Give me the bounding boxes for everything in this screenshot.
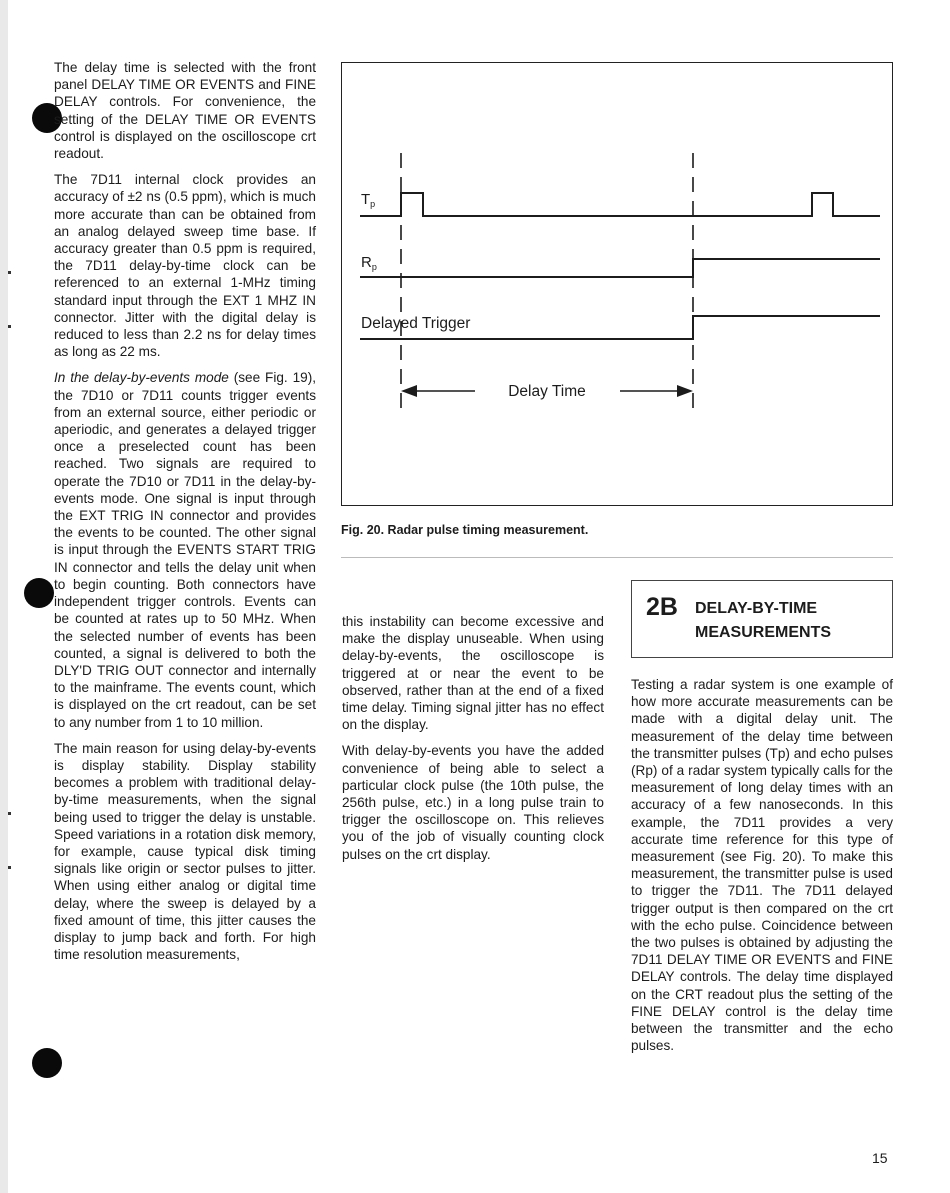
- paragraph: The 7D11 internal clock provides an accuracy of ±2 ns (0.5 ppm), which is much more accurate than can be obtained from an analog delayed sweep time base. If accuracy greater than 0.5 ppm is required, the 7D11 delay-by-time clock can be referenced to an external 1-MHz timing standard input through the EXT 1 MHZ IN connector. Jitter with the digital delay is reduced to less than 2.2 ns for delay times as long as 22 ms.: [54, 172, 316, 360]
- figure-caption: Fig. 20. Radar pulse timing measurement.: [341, 523, 589, 537]
- text-column-middle: [342, 613, 604, 872]
- binder-hole-bottom: [32, 1048, 62, 1078]
- page-edge: [0, 0, 8, 1193]
- rp-label: $R_p$: [361, 254, 377, 272]
- divider-line: [341, 557, 893, 558]
- page-number: 15: [872, 1150, 888, 1166]
- margin-mark: [8, 271, 11, 274]
- section-title-line: DELAY-BY-TIME: [695, 600, 818, 617]
- paragraph: The delay time is selected with the front panel DELAY TIME OR EVENTS and FINE DELAY controls. For convenience, the setting of the DELAY TIME OR EVENTS control is displayed on the oscilloscope crt readout.: [54, 60, 316, 162]
- margin-mark: [8, 325, 11, 328]
- section-title-line: MEASUREMENTS: [695, 624, 832, 641]
- tp-trace: [360, 193, 880, 216]
- section-number: 2B: [646, 593, 678, 621]
- paragraph-text: (see Fig. 19), the 7D10 or 7D11 counts trigger events from an external source, either periodic or aperiodic, and generates a delayed trigger once a preselected count has been reached. Two signals are required to operate the 7D10 or 7D11 in the delay-by-events mode. One signal is input through the EXT TRIG IN connector and provides the events to be counted. The other signal is input through the EVENTS START TRIG IN connector and tells the delay unit when to begin counting. Both connectors have independent trigger controls. Events can be counted at rates up to 50 MHz. When the selected number of events has been counted, a signal is delivered to both the DLY'D TRIG OUT connector and internally to the mainframe. The events count, which is displayed on the crt readout, can be set to any number from 1 to 10 million.: [54, 370, 317, 730]
- paragraph: [54, 369, 316, 730]
- margin-mark: [8, 866, 11, 869]
- section-heading-box: [631, 580, 893, 658]
- paragraph: Testing a radar system is one example of how more accurate measurements can be made with a digital delay unit. The measurement of the delay time between the transmitter pulses (Tp) and echo pulses (Rp) of a radar system typically calls for the measurement of long delay times with an accuracy of a few nanoseconds. In this example, the 7D11 provides a very accurate time reference for this type of measurement (see Fig. 20). To make this measurement, the transmitter pulse is used to trigger the 7D11. The 7D11 delayed trigger output is then compared on the crt with the echo pulse. Coincidence between the two pulses is obtained by adjusting the 7D11 DELAY TIME OR EVENTS and FINE DELAY controls. The delay time displayed on the CRT readout plus the setting of the FINE DELAY control is the delay time between the transmitter and the echo pulses.: [631, 677, 893, 1054]
- section-title: [695, 597, 831, 645]
- paragraph: this instability can become excessive and make the display unuseable. When using delay-by-events, the oscilloscope is triggered at or near the event to be observed, rather than at the end of a fixed time delay. Timing signal jitter has no effect on the display.: [342, 614, 604, 733]
- rp-trace: [360, 259, 880, 277]
- arrowhead-right: [677, 385, 693, 397]
- arrowhead-left: [401, 385, 417, 397]
- tp-label: $T_p$: [361, 191, 376, 209]
- text-column-right: [631, 676, 893, 1063]
- margin-mark: [8, 812, 11, 815]
- binder-hole-middle: [24, 578, 54, 608]
- delayed-trigger-label: Delayed Trigger: [361, 315, 471, 332]
- paragraph: With delay-by-events you have the added convenience of being able to select a particular clock pulse (the 10th pulse, the 256th pulse, etc.) in a long pulse train to trigger the oscilloscope on. This relieves you of the job of visually counting clock pulses on the crt display.: [342, 743, 604, 862]
- italic-lead: In the delay-by-events mode: [54, 370, 229, 386]
- figure-timing-diagram: [341, 62, 893, 506]
- paragraph: The main reason for using delay-by-events is display stability. Display stability becomes a problem with traditional delay-by-time measurements, when the signal being used to trigger the delay is unstable. Speed variations in a rotation disk memory, for example, cause typical disk timing signals like origin or sector pulses to jitter. When using either analog or digital time delay, where the sweep is delayed by a fixed amount of time, this jitter causes the display to jump back and forth. For high time resolution measurements,: [54, 740, 316, 963]
- delay-time-label: Delay Time: [508, 383, 586, 400]
- text-column-left: [54, 59, 316, 972]
